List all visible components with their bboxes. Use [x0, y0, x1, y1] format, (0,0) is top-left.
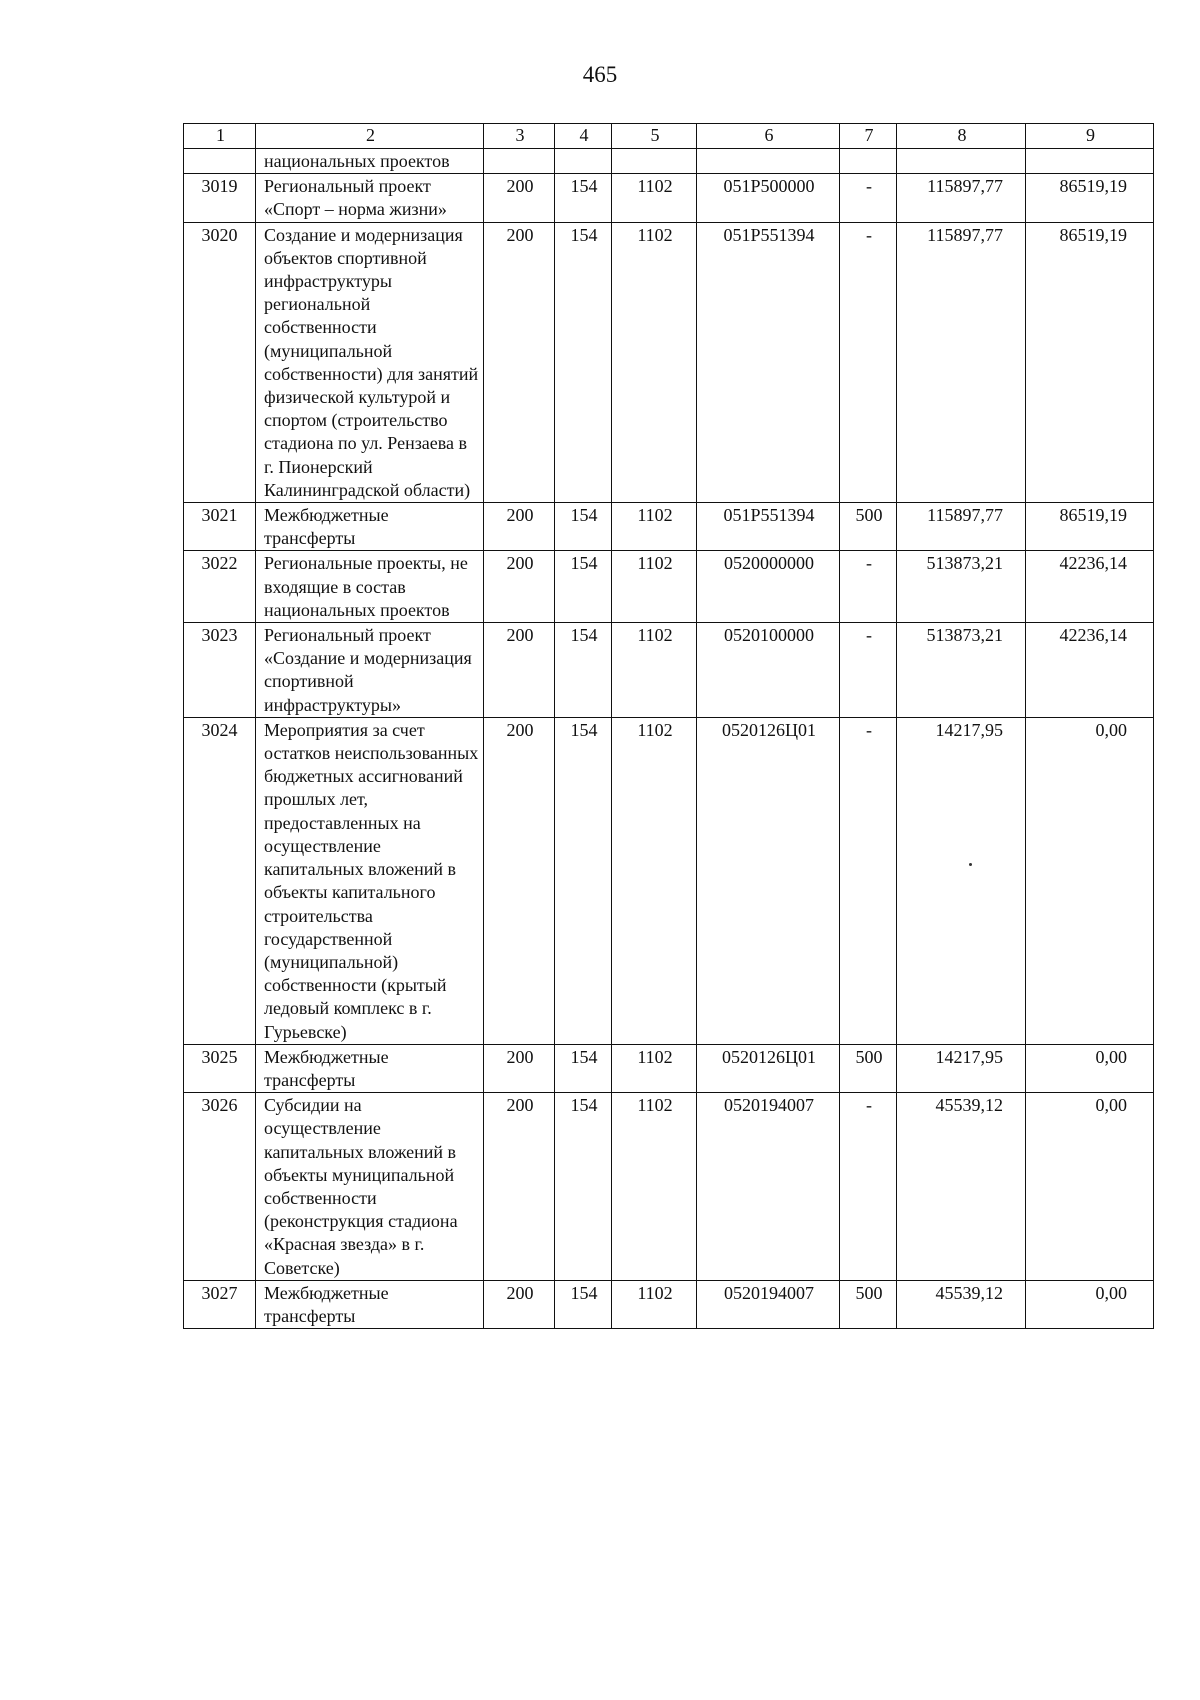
- target-code: 0520126Ц01: [697, 1044, 840, 1092]
- col5-value: 1102: [612, 222, 697, 502]
- column-header-4: 4: [555, 124, 612, 149]
- col4-value: 154: [555, 503, 612, 551]
- table-row: [184, 717, 1154, 1044]
- row-number: 3023: [184, 623, 256, 718]
- col4-value: 154: [555, 623, 612, 718]
- table-row: [184, 1280, 1154, 1328]
- amount-col8: 115897,77: [897, 222, 1026, 502]
- row-number: 3025: [184, 1044, 256, 1092]
- column-header-7: 7: [840, 124, 897, 149]
- amount-col9: 0,00: [1026, 1093, 1154, 1281]
- target-code: 051P500000: [697, 174, 840, 222]
- expense-type: 500: [840, 1280, 897, 1328]
- column-header-1: 1: [184, 124, 256, 149]
- row-number: 3022: [184, 551, 256, 623]
- target-code: 0520000000: [697, 551, 840, 623]
- amount-col8: 45539,12: [897, 1280, 1026, 1328]
- col3-value: 200: [484, 551, 555, 623]
- budget-table-wrap: [183, 123, 1153, 1329]
- col3-value: 200: [484, 717, 555, 1044]
- expense-type: -: [840, 174, 897, 222]
- row-name: Региональный проект «Спорт – норма жизни»: [256, 174, 484, 222]
- page-number: 465: [582, 62, 618, 87]
- table-body: [184, 149, 1154, 1329]
- col3-value: 200: [484, 222, 555, 502]
- row-number: 3020: [184, 222, 256, 502]
- row-number: 3019: [184, 174, 256, 222]
- row-name: Межбюджетные трансферты: [256, 1280, 484, 1328]
- col5-value: 1102: [612, 1280, 697, 1328]
- expense-type: -: [840, 1093, 897, 1281]
- row-name: Региональные проекты, не входящие в состав национальных проектов: [256, 551, 484, 623]
- col5-value: 1102: [612, 551, 697, 623]
- row-number: 3027: [184, 1280, 256, 1328]
- col3-value: 200: [484, 1044, 555, 1092]
- column-header-2: 2: [256, 124, 484, 149]
- row-number: 3026: [184, 1093, 256, 1281]
- col5-value: 1102: [612, 623, 697, 718]
- row-name: Субсидии на осуществление капитальных вложений в объекты муниципальной собственности (реконструкция стадиона «Красная звезда» в г. Советске): [256, 1093, 484, 1281]
- col5-value: [612, 149, 697, 174]
- col3-value: 200: [484, 174, 555, 222]
- target-code: [697, 149, 840, 174]
- table-row: [184, 174, 1154, 222]
- table-row: [184, 222, 1154, 502]
- table-row: [184, 1093, 1154, 1281]
- target-code: 051P551394: [697, 222, 840, 502]
- expense-type: -: [840, 623, 897, 718]
- col5-value: 1102: [612, 1093, 697, 1281]
- table-row: [184, 623, 1154, 718]
- col4-value: 154: [555, 222, 612, 502]
- scan-speck: [969, 863, 972, 866]
- col4-value: 154: [555, 1280, 612, 1328]
- column-header-5: 5: [612, 124, 697, 149]
- row-name: Мероприятия за счет остатков неиспользованных бюджетных ассигнований прошлых лет, предоставленных на осуществление капитальных вложений в объекты капитального строительства государственной (муниципальной) собственности (крытый ледовый комплекс в г. Гурьевске): [256, 717, 484, 1044]
- amount-col9: 0,00: [1026, 1280, 1154, 1328]
- expense-type: -: [840, 551, 897, 623]
- row-name: Создание и модернизация объектов спортивной инфраструктуры региональной собственности (муниципальной собственности) для занятий физической культурой и спортом (строительство стадиона по ул. Рензаева в г. Пионерский Калининградской области): [256, 222, 484, 502]
- target-code: 0520194007: [697, 1280, 840, 1328]
- expense-type: [840, 149, 897, 174]
- col3-value: 200: [484, 1093, 555, 1281]
- col3-value: 200: [484, 503, 555, 551]
- target-code: 0520194007: [697, 1093, 840, 1281]
- amount-col9: 86519,19: [1026, 503, 1154, 551]
- row-name: национальных проектов: [256, 149, 484, 174]
- table-row: [184, 551, 1154, 623]
- column-header-3: 3: [484, 124, 555, 149]
- expense-type: -: [840, 717, 897, 1044]
- col4-value: 154: [555, 1044, 612, 1092]
- row-number: 3021: [184, 503, 256, 551]
- amount-col9: 0,00: [1026, 717, 1154, 1044]
- amount-col9: 86519,19: [1026, 222, 1154, 502]
- column-header-9: 9: [1026, 124, 1154, 149]
- col3-value: 200: [484, 1280, 555, 1328]
- target-code: 051P551394: [697, 503, 840, 551]
- row-number: [184, 149, 256, 174]
- header-row: [184, 124, 1154, 149]
- row-name: Межбюджетные трансферты: [256, 1044, 484, 1092]
- target-code: 0520100000: [697, 623, 840, 718]
- amount-col9: 42236,14: [1026, 551, 1154, 623]
- budget-table: [183, 123, 1154, 1329]
- expense-type: 500: [840, 503, 897, 551]
- amount-col9: [1026, 149, 1154, 174]
- col4-value: 154: [555, 1093, 612, 1281]
- col4-value: 154: [555, 551, 612, 623]
- col5-value: 1102: [612, 717, 697, 1044]
- col5-value: 1102: [612, 503, 697, 551]
- amount-col9: 86519,19: [1026, 174, 1154, 222]
- col4-value: [555, 149, 612, 174]
- col4-value: 154: [555, 717, 612, 1044]
- row-name: Региональный проект «Создание и модернизация спортивной инфраструктуры»: [256, 623, 484, 718]
- col5-value: 1102: [612, 174, 697, 222]
- table-row: [184, 1044, 1154, 1092]
- amount-col8: 14217,95: [897, 1044, 1026, 1092]
- amount-col8: 115897,77: [897, 174, 1026, 222]
- column-header-6: 6: [697, 124, 840, 149]
- row-number: 3024: [184, 717, 256, 1044]
- col3-value: 200: [484, 623, 555, 718]
- amount-col8: [897, 149, 1026, 174]
- amount-col8: 115897,77: [897, 503, 1026, 551]
- amount-col8: 513873,21: [897, 551, 1026, 623]
- expense-type: 500: [840, 1044, 897, 1092]
- col5-value: 1102: [612, 1044, 697, 1092]
- amount-col8: 14217,95: [897, 717, 1026, 1044]
- column-header-8: 8: [897, 124, 1026, 149]
- table-row: [184, 149, 1154, 174]
- amount-col8: 513873,21: [897, 623, 1026, 718]
- amount-col9: 42236,14: [1026, 623, 1154, 718]
- table-row: [184, 503, 1154, 551]
- row-name: Межбюджетные трансферты: [256, 503, 484, 551]
- target-code: 0520126Ц01: [697, 717, 840, 1044]
- col3-value: [484, 149, 555, 174]
- amount-col9: 0,00: [1026, 1044, 1154, 1092]
- col4-value: 154: [555, 174, 612, 222]
- expense-type: -: [840, 222, 897, 502]
- amount-col8: 45539,12: [897, 1093, 1026, 1281]
